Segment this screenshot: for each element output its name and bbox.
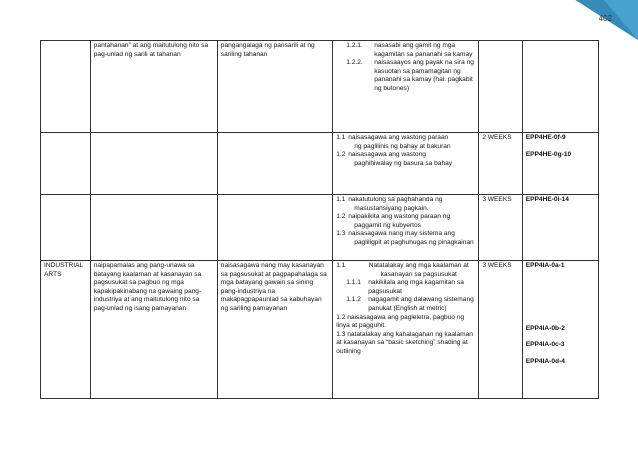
competency-code: EPP4HE-0g-10 — [525, 150, 572, 158]
competency-subitem: 1.1.2 nagagamit ang dalawang sistemang panukat (English at metric) — [346, 296, 474, 312]
code-cell — [522, 41, 598, 133]
duration-cell: 3 WEEKS — [479, 195, 522, 261]
area-cell — [41, 133, 91, 195]
competency-item: 1.2 naisasagawa ang wastong paghihiwalay ng basura sa bahay — [336, 151, 453, 167]
area-cell — [41, 195, 91, 261]
competency-code: EPP4IA-0b-2 — [525, 324, 565, 332]
competency-item: 1.2.2. naisasaayos ang payak na sira ng kasuotan sa pamamagitan ng pananahi sa kamay (hal. pagkabit ng butones) — [346, 59, 474, 92]
performance-standard-cell — [217, 133, 332, 195]
competency-heading: 1.1 Natatalakay ang mga kaalaman at kasanayan sa pagsusukat — [336, 262, 469, 278]
duration-cell — [479, 41, 522, 133]
competency-code: EPP4IA-0d-4 — [525, 357, 565, 365]
duration-cell: 2 WEEKS — [479, 133, 522, 195]
area-cell: INDUSTRIAL ARTS — [41, 261, 91, 399]
competency-item: 1.3 natatalakay ang kahalagahan ng kaalaman at kasanayan sa “basic sketching” shading at outlining — [336, 330, 473, 355]
code-cell — [522, 195, 598, 261]
competency-cell — [333, 261, 479, 399]
competency-code: EPP4IA-0c-3 — [525, 341, 565, 349]
competency-item: 1.2.1. nasasabi ang gamit ng mga kagamitan sa pananahi sa kamay — [346, 42, 473, 58]
competency-cell — [333, 195, 479, 261]
curriculum-table — [40, 40, 599, 399]
content-standard-cell: naipapamalas ang pang-unawa sa batayang kaalaman at kasanayan sa pagsusukat sa pagbuo ng mga kapakipakinabang na gawaing pang-industriya at ang maitutulong nito sa pag-unlad ng isang pamayanan — [90, 261, 217, 399]
table-row — [41, 133, 599, 195]
competency-code: EPP4HE-0f-9 — [525, 134, 566, 141]
competency-item: 1.3 naisasagawa nang may sistema ang pagliligpit at paghuhugas ng pinagkainan — [336, 230, 474, 246]
competency-cell — [333, 41, 479, 133]
table-row — [41, 41, 599, 133]
competency-item: 1.2 naipakikita ang wastong paraan ng paggamit ng kubyertos — [336, 213, 451, 229]
content-standard-cell — [90, 133, 217, 195]
code-cell — [522, 261, 598, 399]
performance-standard-cell — [217, 195, 332, 261]
page-number: 402 — [598, 14, 612, 23]
competency-subitem: 1.1.1 nakikilala ang mga kagamitan sa pagsusukat — [346, 279, 464, 295]
competency-item: 1.1 nakatutulong sa paghahanda ng masustansiyang pagkain. — [336, 196, 443, 212]
content-standard-cell — [90, 195, 217, 261]
competency-item: 1.2 naisasagawa ang pagleletra, pagbuo ng linya at pagguhit. — [336, 313, 465, 330]
competency-code: EPP4IA-0a-1 — [525, 262, 565, 269]
competency-code: EPP4HE-0i-14 — [525, 196, 569, 203]
performance-standard-cell: naisasagawa nang may kasanayan sa pagsusukat at pagpapahalaga sa mga batayang gawain sa sining pang-industriya na makapagpapaunlad sa kabuhayan ng sariling pamayanan — [217, 261, 332, 399]
performance-standard-cell: pangangalaga ng pansarili at ng sariling tahanan — [217, 41, 332, 133]
content-standard-cell: pantahanan” at ang maitutulong nito sa pag-unlad ng sarili at tahanan — [90, 41, 217, 133]
code-cell — [522, 133, 598, 195]
competency-item: 1.1 naisasagawa ang wastong paraan ng paglilinis ng bahay at bakuran — [336, 134, 451, 150]
duration-cell: 3 WEEKS — [479, 261, 522, 399]
table-row — [41, 195, 599, 261]
table-row — [41, 261, 599, 399]
competency-cell — [333, 133, 479, 195]
page-header — [0, 0, 638, 40]
area-cell — [41, 41, 91, 133]
